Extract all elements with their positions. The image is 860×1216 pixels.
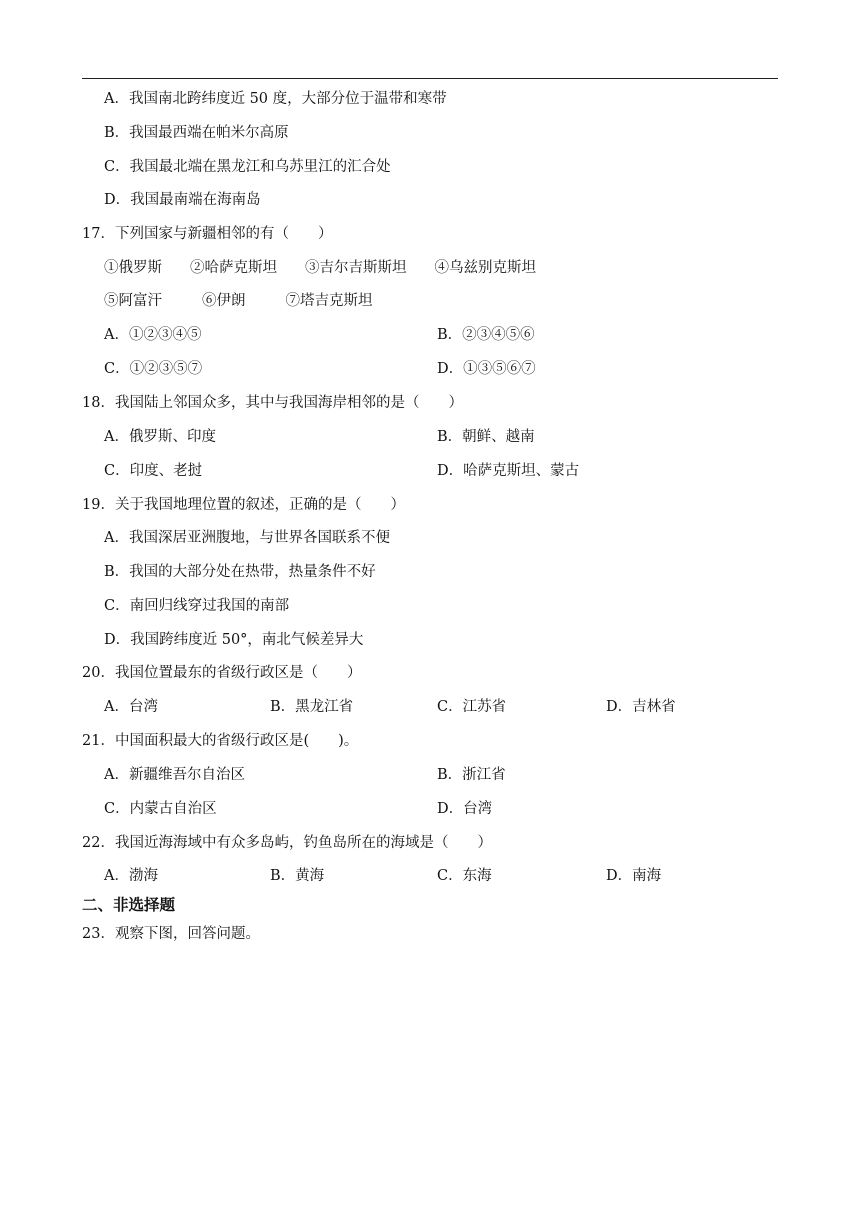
q21-option-c: C．内蒙古自治区 <box>104 801 217 817</box>
q17-item: ⑤阿富汗 <box>104 293 162 309</box>
section-heading: 二、非选择题 <box>82 896 176 914</box>
q17-item: ②哈萨克斯坦 <box>190 260 277 276</box>
q16-option-b: B．我国最西端在帕米尔高原 <box>104 125 289 141</box>
q17-option-c: C．①②③⑤⑦ <box>104 361 203 377</box>
q17-items-row1 <box>104 258 564 278</box>
q20-option-b: B．黑龙江省 <box>270 699 354 715</box>
q19-option-a: A．我国深居亚洲腹地，与世界各国联系不便 <box>104 530 390 546</box>
q17-items-row2 <box>104 291 401 311</box>
q17-item: ①俄罗斯 <box>104 260 162 276</box>
q17-item: ⑦塔吉克斯坦 <box>285 293 373 309</box>
q17-item: ③吉尔吉斯斯坦 <box>305 260 407 276</box>
q16-option-d: D．我国最南端在海南岛 <box>104 192 261 208</box>
q22-option-d: D．南海 <box>606 868 662 884</box>
q22-option-b: B．黄海 <box>270 868 325 884</box>
q21-option-a: A．新疆维吾尔自治区 <box>104 767 245 783</box>
q17-option-a: A．①②③④⑤ <box>104 327 202 343</box>
q20-option-d: D．吉林省 <box>606 699 676 715</box>
q20-option-a: A．台湾 <box>104 699 158 715</box>
q20-option-c: C．江苏省 <box>437 699 507 715</box>
q21-option-d: D．台湾 <box>437 801 493 817</box>
q17-option-b: B．②③④⑤⑥ <box>437 327 535 343</box>
q23-stem: 23．观察下图，回答问题。 <box>82 926 260 942</box>
q18-option-d: D．哈萨克斯坦、蒙古 <box>437 463 580 479</box>
q18-option-b: B．朝鲜、越南 <box>437 429 535 445</box>
q17-stem: 17．下列国家与新疆相邻的有（ ） <box>82 226 333 242</box>
q19-option-b: B．我国的大部分处在热带，热量条件不好 <box>104 564 376 580</box>
q17-item: ④乌兹别克斯坦 <box>434 260 536 276</box>
q22-option-a: A．渤海 <box>104 868 158 884</box>
q16-option-c: C．我国最北端在黑龙江和乌苏里江的汇合处 <box>104 159 391 175</box>
q21-option-b: B．浙江省 <box>437 767 506 783</box>
q17-option-d: D．①③⑤⑥⑦ <box>437 361 536 377</box>
q19-option-c: C．南回归线穿过我国的南部 <box>104 598 290 614</box>
q18-stem: 18．我国陆上邻国众多，其中与我国海岸相邻的是（ ） <box>82 395 463 411</box>
q17-item: ⑥伊朗 <box>202 293 246 309</box>
q20-stem: 20．我国位置最东的省级行政区是（ ） <box>82 665 362 681</box>
q19-stem: 19．关于我国地理位置的叙述，正确的是（ ） <box>82 497 405 513</box>
q19-option-d: D．我国跨纬度近 50°，南北气候差异大 <box>104 632 364 648</box>
q18-option-c: C．印度、老挝 <box>104 463 203 479</box>
q16-option-a: A．我国南北跨纬度近 50 度，大部分位于温带和寒带 <box>104 91 447 107</box>
header-rule <box>82 78 778 79</box>
q22-option-c: C．东海 <box>437 868 492 884</box>
q21-stem: 21．中国面积最大的省级行政区是( )。 <box>82 733 359 749</box>
q22-stem: 22．我国近海海域中有众多岛屿，钓鱼岛所在的海域是（ ） <box>82 835 492 851</box>
q18-option-a: A．俄罗斯、印度 <box>104 429 216 445</box>
